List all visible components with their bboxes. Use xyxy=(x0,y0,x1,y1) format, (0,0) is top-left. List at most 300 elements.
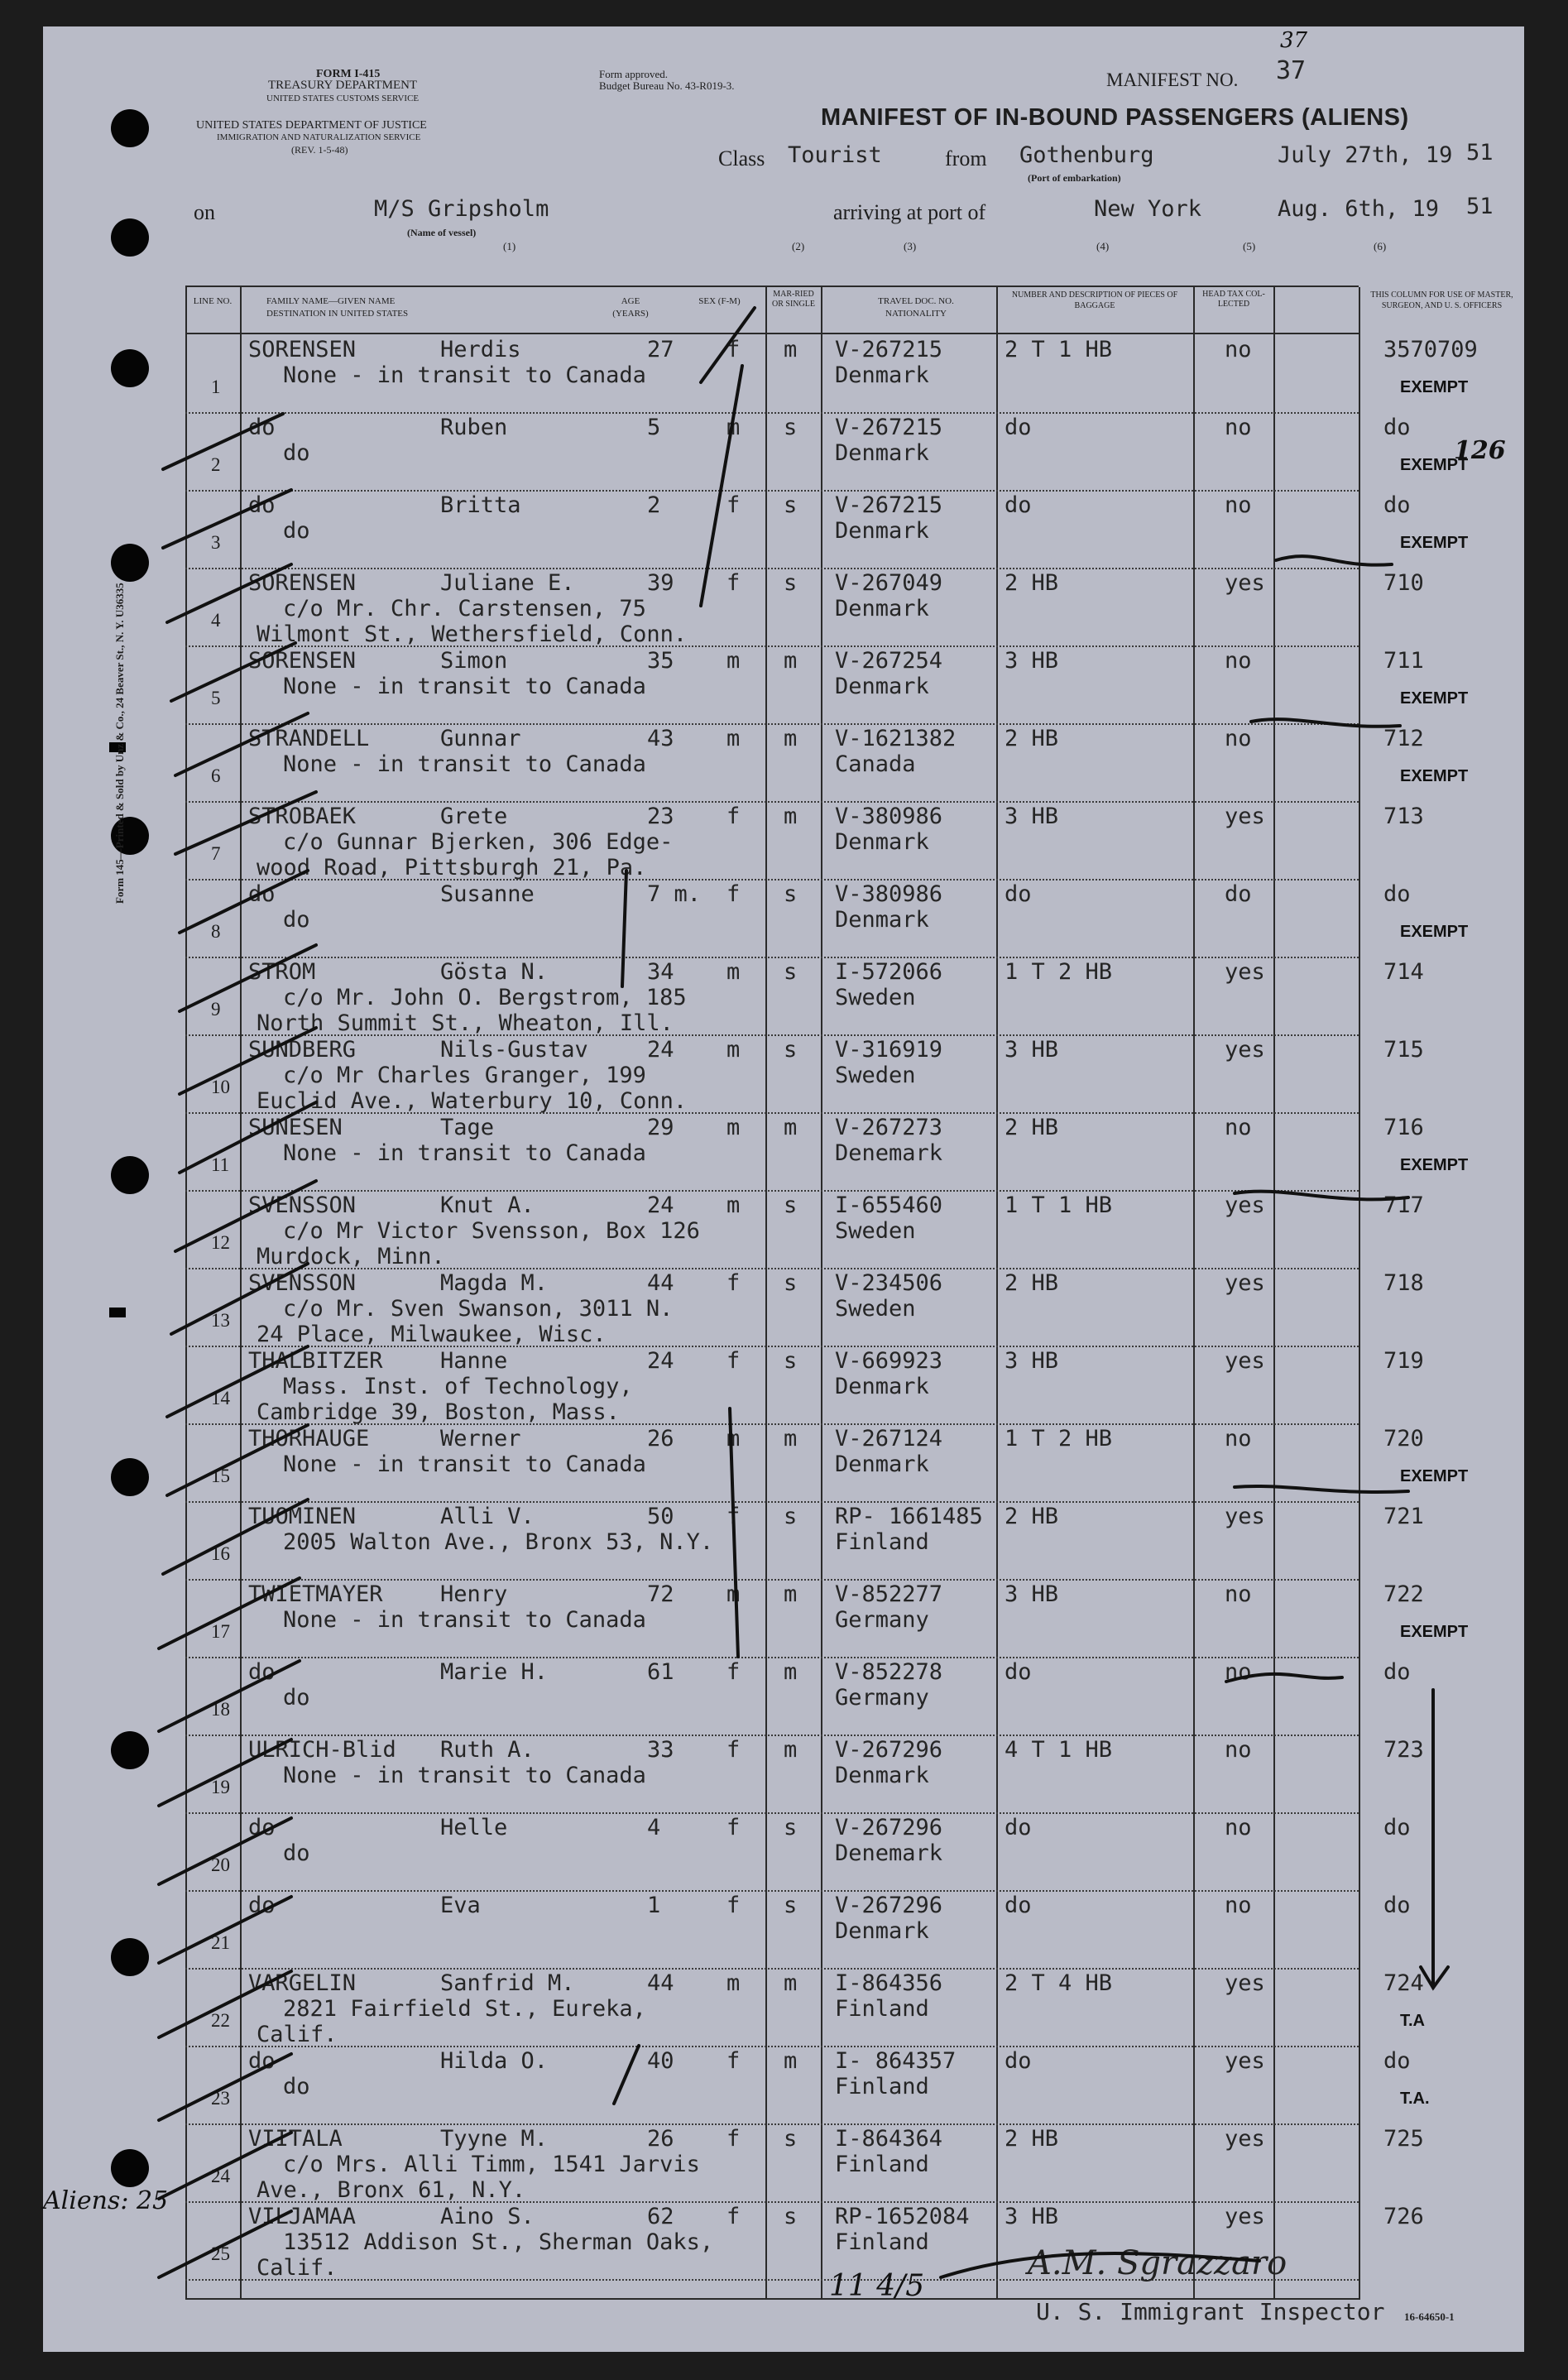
nationality: Finland xyxy=(835,1996,929,2022)
passenger-given-name: Helle xyxy=(440,1815,508,1840)
passenger-sex: f xyxy=(726,1659,741,1685)
baggage: 3 HB xyxy=(1005,648,1059,674)
baggage: 2 HB xyxy=(1005,1504,1059,1529)
passenger-age: 23 xyxy=(647,804,674,829)
passenger-marital-status: s xyxy=(784,1893,798,1918)
travel-doc-number: I-864356 xyxy=(835,1970,943,1996)
passenger-family-name: STRANDELL xyxy=(248,726,370,751)
travel-doc-number: V-267296 xyxy=(835,1737,943,1763)
passenger-family-name: SUNESEN xyxy=(248,1115,343,1140)
passenger-marital-status: s xyxy=(784,2126,798,2152)
destination-line-1: None - in transit to Canada xyxy=(283,1140,646,1166)
nationality: Finland xyxy=(835,1529,929,1555)
passenger-age: 62 xyxy=(647,2204,674,2229)
destination-line-2: Cambridge 39, Boston, Mass. xyxy=(257,1399,620,1425)
officer-stamp: EXEMPT xyxy=(1400,1623,1469,1641)
on-label: on xyxy=(194,200,215,224)
line-number: 3 xyxy=(211,532,221,553)
manifest-page xyxy=(43,26,1524,2352)
col-header-officers: THIS COLUMN FOR USE OF MASTER, SURGEON, AND U. S. OFFICERS xyxy=(1370,290,1513,310)
line-number: 21 xyxy=(211,1932,230,1953)
line-number: 24 xyxy=(211,2166,230,2186)
class-label: Class xyxy=(718,146,765,170)
manifest-title: MANIFEST OF IN-BOUND PASSENGERS (ALIENS) xyxy=(821,104,1409,131)
customs-service: UNITED STATES CUSTOMS SERVICE xyxy=(266,94,420,103)
nationality: Denmark xyxy=(835,1452,929,1477)
passenger-family-name: VARGELIN xyxy=(248,1970,357,1996)
line-number: 23 xyxy=(211,2088,230,2109)
passenger-sex: f xyxy=(726,881,741,907)
destination-line-2: North Summit St., Wheaton, Ill. xyxy=(257,1010,674,1036)
travel-doc-number: V-267254 xyxy=(835,648,943,674)
nationality: Finland xyxy=(835,2229,929,2255)
nationality: Germany xyxy=(835,1685,929,1711)
head-tax: yes xyxy=(1225,1504,1265,1529)
officer-stamp: EXEMPT xyxy=(1400,689,1469,708)
officer-stamp: T.A xyxy=(1400,2012,1425,2030)
head-tax: yes xyxy=(1225,2204,1265,2229)
baggage: 2 T 4 HB xyxy=(1005,1970,1113,1996)
nationality: Denmark xyxy=(835,1374,929,1399)
destination-line-1: do xyxy=(283,1685,310,1711)
line-number: 14 xyxy=(211,1388,230,1408)
passenger-family-name: SORENSEN xyxy=(248,570,357,596)
passenger-given-name: Simon xyxy=(440,648,508,674)
officer-entry: 713 xyxy=(1383,804,1424,829)
officer-stamp: EXEMPT xyxy=(1400,923,1469,941)
passenger-age: 72 xyxy=(647,1581,674,1607)
travel-doc-number: I-572066 xyxy=(835,959,943,985)
destination-line-1: c/o Mr. John O. Bergstrom, 185 xyxy=(283,985,687,1010)
passenger-age: 39 xyxy=(647,570,674,596)
travel-doc-number: V-267124 xyxy=(835,1426,943,1452)
passenger-given-name: Sanfrid M. xyxy=(440,1970,575,1996)
line-number: 20 xyxy=(211,1855,230,1875)
passenger-age: 29 xyxy=(647,1115,674,1140)
destination-line-2: Wilmont St., Wethersfield, Conn. xyxy=(257,621,688,647)
baggage: 2 HB xyxy=(1005,726,1059,751)
manifest-number: 37 xyxy=(1276,56,1307,85)
officer-entry: 3570709 xyxy=(1383,337,1478,362)
aliens-count-note: Aliens: 25 xyxy=(43,2186,169,2215)
destination-line-1: None - in transit to Canada xyxy=(283,1763,646,1788)
baggage: do xyxy=(1005,881,1032,907)
nationality: Sweden xyxy=(835,1063,916,1088)
passenger-age: 40 xyxy=(647,2048,674,2074)
passenger-marital-status: m xyxy=(784,2048,798,2074)
form-code: 16-64650-1 xyxy=(1404,2310,1455,2323)
passenger-sex: m xyxy=(726,726,741,751)
head-tax: no xyxy=(1225,492,1252,518)
col-number-3: (3) xyxy=(904,240,917,252)
passenger-age: 2 xyxy=(647,492,661,518)
officer-stamp: EXEMPT xyxy=(1400,534,1469,552)
destination-line-1: c/o Mr. Sven Swanson, 3011 N. xyxy=(283,1296,674,1322)
passenger-family-name: do xyxy=(248,1893,276,1918)
travel-doc-number: V-380986 xyxy=(835,804,943,829)
officer-entry: do xyxy=(1383,492,1411,518)
passenger-sex: f xyxy=(726,1348,741,1374)
departure-date: July 27th, 19 xyxy=(1278,142,1453,168)
vessel-note: (Name of vessel) xyxy=(407,227,477,238)
passenger-marital-status: s xyxy=(784,1192,798,1218)
passenger-sex: m xyxy=(726,648,741,674)
head-tax: yes xyxy=(1225,959,1265,985)
nationality: Finland xyxy=(835,2074,929,2099)
col-header-line-no: LINE NO. xyxy=(193,296,233,306)
baggage: 3 HB xyxy=(1005,1348,1059,1374)
passenger-marital-status: s xyxy=(784,1270,798,1296)
passenger-marital-status: s xyxy=(784,1504,798,1529)
passenger-sex: f xyxy=(726,804,741,829)
officer-stamp: EXEMPT xyxy=(1400,1467,1469,1485)
arrival-year: 51 xyxy=(1466,194,1494,219)
travel-doc-number: V-267296 xyxy=(835,1893,943,1918)
treasury-department: TREASURY DEPARTMENT xyxy=(268,79,418,92)
passenger-age: 61 xyxy=(647,1659,674,1685)
head-tax: yes xyxy=(1225,570,1265,596)
officer-entry: do xyxy=(1383,415,1411,440)
travel-doc-number: V-267215 xyxy=(835,415,943,440)
officer-entry: do xyxy=(1383,881,1411,907)
manifest-number-handwritten: 37 xyxy=(1280,28,1308,53)
head-tax: no xyxy=(1225,1737,1252,1763)
passenger-family-name: SORENSEN xyxy=(248,648,357,674)
passenger-given-name: Marie H. xyxy=(440,1659,549,1685)
baggage: do xyxy=(1005,2048,1032,2074)
line-number: 13 xyxy=(211,1310,230,1331)
passenger-given-name: Tage xyxy=(440,1115,495,1140)
passenger-age: 1 xyxy=(647,1893,661,1918)
officer-entry: 716 xyxy=(1383,1115,1424,1140)
travel-doc-number: RP- 1661485 xyxy=(835,1504,983,1529)
head-tax: no xyxy=(1225,1815,1252,1840)
passenger-marital-status: s xyxy=(784,1037,798,1063)
passenger-age: 24 xyxy=(647,1037,674,1063)
passenger-age: 24 xyxy=(647,1192,674,1218)
budget-bureau: Budget Bureau No. 43-R019-3. xyxy=(599,79,735,92)
nationality: Denmark xyxy=(835,518,929,544)
officer-entry: 711 xyxy=(1383,648,1424,674)
destination-line-1: c/o Mrs. Alli Timm, 1541 Jarvis xyxy=(283,2152,700,2177)
passenger-age: 35 xyxy=(647,648,674,674)
baggage: do xyxy=(1005,1815,1032,1840)
officer-stamp: EXEMPT xyxy=(1400,456,1469,474)
passenger-given-name: Magda M. xyxy=(440,1270,549,1296)
passenger-family-name: TWIETMAYER xyxy=(248,1581,383,1607)
passenger-age: 44 xyxy=(647,1970,674,1996)
printer-imprint: Form 145—Printed & Sold by Unz & Co., 24 Beaver St., N. Y. U36335 xyxy=(113,583,126,904)
travel-doc-number: V-267273 xyxy=(835,1115,943,1140)
passenger-age: 4 xyxy=(647,1815,661,1840)
passenger-family-name: STROBAEK xyxy=(248,804,357,829)
officer-entry: 724 xyxy=(1383,1970,1424,1996)
passenger-marital-status: s xyxy=(784,492,798,518)
departure-year: 51 xyxy=(1466,140,1494,166)
baggage: 3 HB xyxy=(1005,1581,1059,1607)
col-number-5: (5) xyxy=(1243,240,1256,252)
line-number: 15 xyxy=(211,1466,230,1486)
passenger-age: 44 xyxy=(647,1270,674,1296)
destination-line-2: wood Road, Pittsburgh 21, Pa. xyxy=(257,855,647,881)
head-tax: yes xyxy=(1225,804,1265,829)
embarkation-note: (Port of embarkation) xyxy=(1028,172,1121,184)
destination-line-1: None - in transit to Canada xyxy=(283,362,646,388)
passenger-given-name: Ruth A. xyxy=(440,1737,535,1763)
line-number: 8 xyxy=(211,921,221,942)
line-number: 1 xyxy=(211,377,221,397)
passenger-given-name: Eva xyxy=(440,1893,481,1918)
passenger-marital-status: m xyxy=(784,1115,798,1140)
baggage: do xyxy=(1005,492,1032,518)
officer-entry: 725 xyxy=(1383,2126,1424,2152)
baggage: 1 T 1 HB xyxy=(1005,1192,1113,1218)
passenger-sex: f xyxy=(726,337,741,362)
line-number: 17 xyxy=(211,1621,230,1642)
passenger-given-name: Ruben xyxy=(440,415,508,440)
passenger-sex: m xyxy=(726,959,741,985)
line-number: 22 xyxy=(211,2010,230,2031)
col-header-destination: DESTINATION IN UNITED STATES xyxy=(266,309,409,319)
passenger-family-name: do xyxy=(248,492,276,518)
passenger-family-name: SORENSEN xyxy=(248,337,357,362)
from-label: from xyxy=(945,146,987,170)
passenger-marital-status: m xyxy=(784,648,798,674)
col-header-married: MAR-RIED OR SINGLE xyxy=(772,290,815,309)
manifest-label: MANIFEST NO. xyxy=(1106,70,1239,90)
travel-doc-number: I-655460 xyxy=(835,1192,943,1218)
passenger-given-name: Nils-Gustav xyxy=(440,1037,588,1063)
passenger-sex: m xyxy=(726,415,741,440)
destination-line-1: Mass. Inst. of Technology, xyxy=(283,1374,633,1399)
passenger-given-name: Knut A. xyxy=(440,1192,535,1218)
baggage: 2 HB xyxy=(1005,1270,1059,1296)
line-number: 19 xyxy=(211,1777,230,1797)
vessel-name: M/S Gripsholm xyxy=(374,196,549,222)
travel-doc-number: V-380986 xyxy=(835,881,943,907)
officer-entry: 712 xyxy=(1383,726,1424,751)
head-tax: no xyxy=(1225,415,1252,440)
nationality: Denmark xyxy=(835,907,929,933)
destination-line-1: do xyxy=(283,907,310,933)
passenger-age: 33 xyxy=(647,1737,674,1763)
line-number: 6 xyxy=(211,765,221,786)
travel-doc-number: V-234506 xyxy=(835,1270,943,1296)
baggage: do xyxy=(1005,1893,1032,1918)
passenger-family-name: ULRICH-Blid xyxy=(248,1737,396,1763)
travel-doc-number: V-267049 xyxy=(835,570,943,596)
passenger-family-name: VILJAMAA xyxy=(248,2204,357,2229)
destination-line-1: 2005 Walton Ave., Bronx 53, N.Y. xyxy=(283,1529,714,1555)
inspector-label: U. S. Immigrant Inspector xyxy=(1036,2298,1385,2325)
baggage: 3 HB xyxy=(1005,1037,1059,1063)
line-number: 5 xyxy=(211,688,221,708)
baggage: 3 HB xyxy=(1005,804,1059,829)
passenger-family-name: do xyxy=(248,881,276,907)
head-tax: no xyxy=(1225,648,1252,674)
passenger-sex: f xyxy=(726,2126,741,2152)
passenger-sex: f xyxy=(726,1893,741,1918)
officer-entry: do xyxy=(1383,1893,1411,1918)
passenger-family-name: do xyxy=(248,1815,276,1840)
passenger-sex: f xyxy=(726,492,741,518)
passenger-given-name: Hilda O. xyxy=(440,2048,549,2074)
passenger-given-name: Aino S. xyxy=(440,2204,535,2229)
passenger-sex: m xyxy=(726,1426,741,1452)
nationality: Denmark xyxy=(835,596,929,621)
baggage: 2 HB xyxy=(1005,1115,1059,1140)
page-count-note: 126 xyxy=(1454,436,1506,465)
officer-entry: do xyxy=(1383,2048,1411,2074)
head-tax: do xyxy=(1225,881,1252,907)
destination-line-1: None - in transit to Canada xyxy=(283,1607,646,1633)
passenger-marital-status: s xyxy=(784,1348,798,1374)
destination-line-2: 24 Place, Milwaukee, Wisc. xyxy=(257,1322,607,1347)
revision: (REV. 1-5-48) xyxy=(291,144,348,156)
passenger-age: 50 xyxy=(647,1504,674,1529)
officer-stamp: T.A. xyxy=(1400,2090,1430,2108)
class-value: Tourist xyxy=(788,142,882,168)
officer-entry: 721 xyxy=(1383,1504,1424,1529)
travel-doc-number: V-1621382 xyxy=(835,726,957,751)
officer-entry: 714 xyxy=(1383,959,1424,985)
officer-entry: 717 xyxy=(1383,1192,1424,1218)
line-number: 25 xyxy=(211,2243,230,2264)
col-header-travel-doc: TRAVEL DOC. NO. NATIONALITY xyxy=(878,296,954,319)
col-header-head-tax: HEAD TAX COL-LECTED xyxy=(1202,290,1265,309)
destination-line-1: None - in transit to Canada xyxy=(283,1452,646,1477)
passenger-age: 5 xyxy=(647,415,661,440)
destination-line-1: c/o Mr Charles Granger, 199 xyxy=(283,1063,646,1088)
baggage: 1 T 2 HB xyxy=(1005,1426,1113,1452)
passenger-sex: m xyxy=(726,1970,741,1996)
form-approved: Form approved. xyxy=(599,68,669,80)
passenger-marital-status: m xyxy=(784,337,798,362)
passenger-sex: f xyxy=(726,1737,741,1763)
destination-line-1: 2821 Fairfield St., Eureka, xyxy=(283,1996,646,2022)
nationality: Denemark xyxy=(835,1140,943,1166)
officer-entry: 718 xyxy=(1383,1270,1424,1296)
col-header-baggage: NUMBER AND DESCRIPTION OF PIECES OF BAGGAGE xyxy=(1011,290,1178,310)
baggage: 4 T 1 HB xyxy=(1005,1737,1113,1763)
officer-entry: do xyxy=(1383,1659,1411,1685)
passenger-sex: f xyxy=(726,2204,741,2229)
destination-line-2: Ave., Bronx 61, N.Y. xyxy=(257,2177,526,2203)
bottom-note: 11 4/5 xyxy=(829,2269,925,2303)
col-number-2: (2) xyxy=(792,240,805,252)
line-number: 7 xyxy=(211,843,221,864)
passenger-marital-status: m xyxy=(784,1659,798,1685)
head-tax: yes xyxy=(1225,1270,1265,1296)
destination-line-2: Calif. xyxy=(257,2255,338,2281)
passenger-age: 34 xyxy=(647,959,674,985)
passenger-age: 43 xyxy=(647,726,674,751)
passenger-given-name: Juliane E. xyxy=(440,570,575,596)
passenger-sex: f xyxy=(726,2048,741,2074)
officer-entry: 726 xyxy=(1383,2204,1424,2229)
destination-line-1: 13512 Addison St., Sherman Oaks, xyxy=(283,2229,714,2255)
passenger-marital-status: s xyxy=(784,959,798,985)
passenger-sex: m xyxy=(726,1115,741,1140)
passenger-family-name: SUNDBERG xyxy=(248,1037,357,1063)
passenger-marital-status: s xyxy=(784,1815,798,1840)
officer-entry: 723 xyxy=(1383,1737,1424,1763)
line-number: 2 xyxy=(211,454,221,475)
passenger-given-name: Gösta N. xyxy=(440,959,549,985)
destination-line-2: Calif. xyxy=(257,2022,338,2047)
passenger-age: 26 xyxy=(647,1426,674,1452)
arrival-port: New York xyxy=(1094,196,1202,222)
line-number: 10 xyxy=(211,1077,230,1097)
baggage: 2 T 1 HB xyxy=(1005,337,1113,362)
travel-doc-number: V-267215 xyxy=(835,492,943,518)
head-tax: yes xyxy=(1225,1348,1265,1374)
officer-stamp: EXEMPT xyxy=(1400,767,1469,785)
destination-line-1: do xyxy=(283,2074,310,2099)
nationality: Denmark xyxy=(835,362,929,388)
baggage: 2 HB xyxy=(1005,570,1059,596)
line-number: 9 xyxy=(211,999,221,1020)
nationality: Denmark xyxy=(835,1763,929,1788)
passenger-age: 24 xyxy=(647,1348,674,1374)
nationality: Denmark xyxy=(835,674,929,699)
passenger-given-name: Susanne xyxy=(440,881,535,907)
line-number: 12 xyxy=(211,1232,230,1253)
passenger-family-name: do xyxy=(248,1659,276,1685)
baggage: do xyxy=(1005,415,1032,440)
destination-line-1: do xyxy=(283,440,310,466)
destination-line-2: Murdock, Minn. xyxy=(257,1244,445,1269)
officer-entry: 720 xyxy=(1383,1426,1424,1452)
passenger-age: 26 xyxy=(647,2126,674,2152)
passenger-given-name: Hanne xyxy=(440,1348,508,1374)
head-tax: no xyxy=(1225,1581,1252,1607)
travel-doc-number: I- 864357 xyxy=(835,2048,957,2074)
passenger-marital-status: m xyxy=(784,1970,798,1996)
passenger-marital-status: m xyxy=(784,726,798,751)
head-tax: no xyxy=(1225,1115,1252,1140)
line-number: 4 xyxy=(211,610,221,631)
arrival-date: Aug. 6th, 19 xyxy=(1278,196,1440,222)
baggage: do xyxy=(1005,1659,1032,1685)
officer-entry: 715 xyxy=(1383,1037,1424,1063)
passenger-sex: f xyxy=(726,1270,741,1296)
officer-stamp: EXEMPT xyxy=(1400,378,1469,396)
destination-line-1: do xyxy=(283,1840,310,1866)
baggage: 3 HB xyxy=(1005,2204,1059,2229)
travel-doc-number: V-852277 xyxy=(835,1581,943,1607)
passenger-sex: f xyxy=(726,1815,741,1840)
col-number-1: (1) xyxy=(503,240,516,252)
baggage: 2 HB xyxy=(1005,2126,1059,2152)
col-header-name: FAMILY NAME—GIVEN NAME xyxy=(266,296,396,306)
head-tax: yes xyxy=(1225,1970,1265,1996)
nationality: Denmark xyxy=(835,440,929,466)
passenger-family-name: VIITALA xyxy=(248,2126,343,2152)
nationality: Denemark xyxy=(835,1840,943,1866)
passenger-family-name: TUOMINEN xyxy=(248,1504,357,1529)
passenger-sex: m xyxy=(726,1581,741,1607)
destination-line-1: c/o Mr Victor Svensson, Box 126 xyxy=(283,1218,700,1244)
justice-department: UNITED STATES DEPARTMENT OF JUSTICE xyxy=(196,119,427,132)
travel-doc-number: RP-1652084 xyxy=(835,2204,970,2229)
officer-entry: 719 xyxy=(1383,1348,1424,1374)
nationality: Germany xyxy=(835,1607,929,1633)
officer-entry: 710 xyxy=(1383,570,1424,596)
passenger-age: 7 m. xyxy=(647,881,702,907)
line-number: 11 xyxy=(211,1154,230,1175)
head-tax: yes xyxy=(1225,2048,1265,2074)
